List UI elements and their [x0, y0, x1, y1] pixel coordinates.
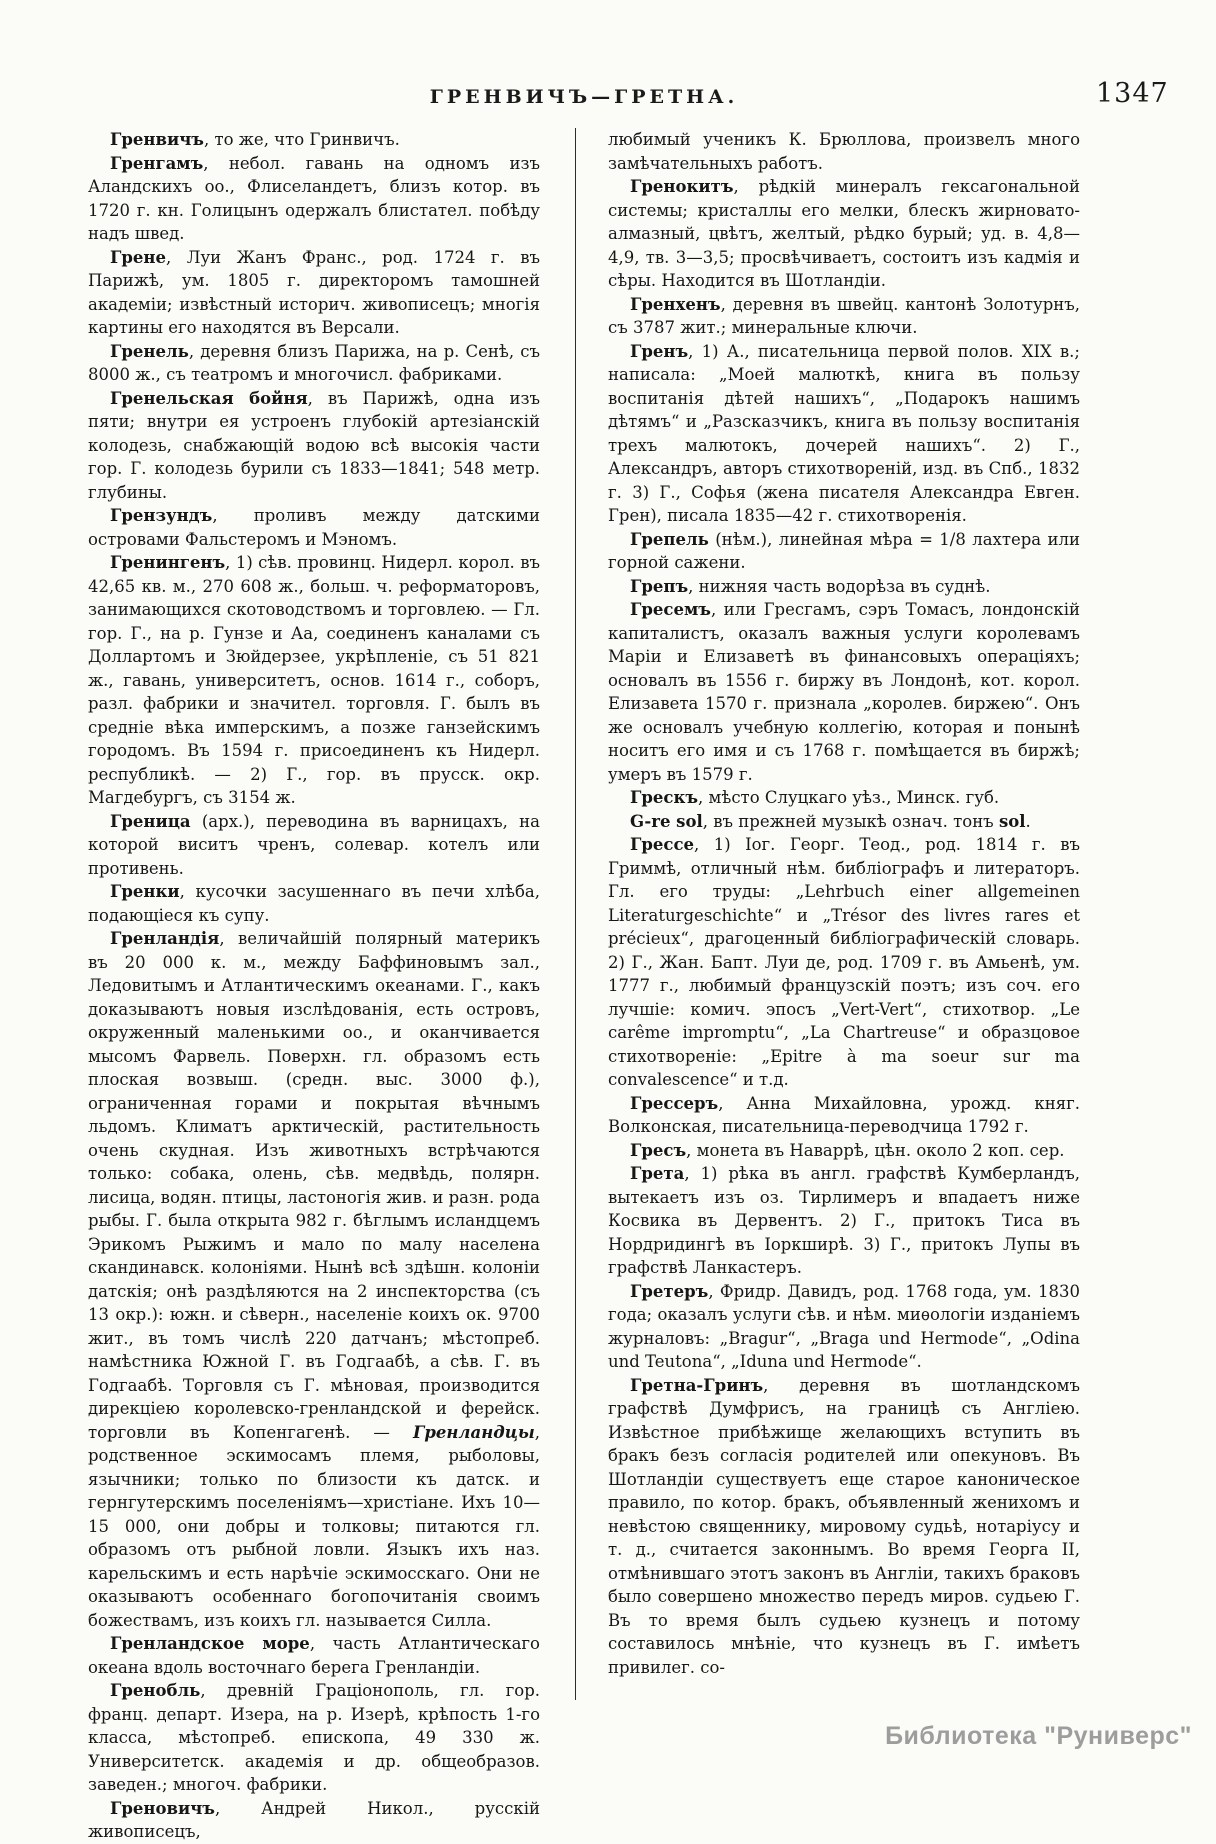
column-divider-rule [575, 128, 576, 1700]
dictionary-entry [88, 340, 540, 387]
entry-headword: Грескъ [630, 788, 699, 807]
entry-text: , деревня въ швейц. кантонѣ Золотурнъ, съ 3787 жит.; минеральные ключи. [608, 294, 1080, 337]
entry-headword: Гренландія [110, 929, 220, 948]
entry-text: , или Гресгамъ, сэръ Томасъ, лондонскій капиталистъ, оказалъ важныя услуги королевамъ Маріи и Елизаветѣ въ финансовыхъ операціяхъ; основалъ въ 1556 г. биржу въ Лондонѣ, кот. корол. Елизавета 1570 г. признала „королев. биржею“. Онъ же основалъ учебную коллегію, которая и понынѣ носитъ его имя и съ 1768 г. помѣщается въ биржѣ; умеръ въ 1579 г. [608, 600, 1080, 784]
dictionary-entry [608, 528, 1080, 575]
entry-headword: Грепель [630, 529, 709, 549]
entry-headword: Гренобль [110, 1681, 201, 1700]
entry-text: (нѣм.), линейная мѣра = 1/8 лахтера или горной сажени. [608, 529, 1080, 572]
entry-text: , кусочки засушеннаго въ печи хлѣба, подающіеся къ супу. [88, 882, 540, 925]
entry-headword: Гренхенъ [630, 294, 721, 314]
entry-text: , то же, что Гринвичъ. [203, 130, 400, 149]
entry-headword: Гренгамъ [110, 153, 204, 173]
entry-headword: Грензундъ [110, 506, 213, 525]
text-column-left [88, 128, 540, 1844]
entry-headword: Гретна-Гринъ [630, 1375, 764, 1395]
dictionary-entry [88, 1679, 540, 1797]
dictionary-entry [608, 598, 1080, 786]
entry-text: , 1) рѣка въ англ. графствѣ Кумберландъ, вытекаетъ изъ оз. Тирлимеръ и впадаетъ ниже Косвика въ Дервентъ. 2) Г., притокъ Тиса въ Нордридингѣ въ Іоркширѣ. 3) Г., притокъ Лупы въ графствѣ Ланкастеръ. [608, 1164, 1080, 1277]
entry-text: , Луи Жанъ Франс., род. 1724 г. въ Парижѣ, ум. 1805 г. директоромъ тамошней академіи; извѣстный историч. живописецъ; многія картины его находятся въ Версали. [88, 247, 540, 337]
entry-text: (арх.), переводина въ варницахъ, на которой виситъ чренъ, солевар. котелъ или противень. [88, 811, 540, 878]
entry-headword: Гресемъ [630, 600, 711, 619]
dictionary-entry [88, 128, 540, 152]
entry-text: , нижняя часть водорѣза въ суднѣ. [688, 576, 991, 596]
entry-headword: Грепъ [630, 576, 689, 596]
page-header-title: ГРЕНВИЧЪ—ГРЕТНА. [429, 86, 739, 108]
entry-headword: Гренландское море [110, 1634, 310, 1653]
entry-text: , рѣдкій минералъ гексагональной системы; кристаллы его мелки, блескъ жирновато-алмазный, цвѣтъ, желтый, рѣдко бурый; уд. в. 4,8—4,9, тв. 3—3,5; просвѣчиваетъ, состоитъ изъ кадмія и сѣры. Находится въ Шотландіи. [608, 177, 1080, 290]
dictionary-entry [608, 1374, 1080, 1680]
dictionary-entry [608, 1162, 1080, 1280]
entry-text: , деревня близъ Парижа, на р. Сенѣ, съ 8000 ж., съ театромъ и многочисл. фабриками. [88, 341, 540, 384]
entry-text: , родственное эскимосамъ племя, рыболовы, язычники; только по близости къ датск. и гернгутерскимъ поселеніямъ—христіане. Ихъ 10—15 000, они добры и толковы; питаются гл. образомъ отъ рыбной ловли. Языкъ ихъ наз. карельскимъ и есть нарѣчіе эскимосскаго. Они не оказываютъ особеннаго богопочитанія своимъ божествамъ, изъ коихъ гл. называется Силла. [88, 1422, 540, 1630]
dictionary-entry [88, 387, 540, 505]
dictionary-entry [88, 927, 540, 1632]
dictionary-entry [608, 575, 1080, 599]
entry-text: , величайшій полярный материкъ въ 20 000 к. м., между Баффиновымъ зал., Ледовитымъ и Атлантическимъ океанами. Г., какъ доказываютъ новыя изслѣдованія, есть островъ, окруженный маленькими оо., и оканчивается мысомъ Фарвель. Поверхн. гл. образомъ есть плоская возвыш. (средн. выс. 3000 ф.), ограниченная горами и покрытая вѣчнымъ льдомъ. Климатъ арктическій, растительность очень скудная. Изъ животныхъ встрѣчаются только: собака, олень, сѣв. медвѣдь, полярн. лисица, водян. птицы, ластоногія жив. и разн. рода рыбы. Г. была открыта 982 г. бѣглымъ исландцемъ Эрикомъ Рыжимъ и мало по малу населена скандинавск. колоніями. Нынѣ всѣ здѣшн. колоніи датскія; онѣ раздѣляются на 2 инспекторства (съ 13 окр.): южн. и сѣверн., населеніе коихъ ок. 9700 жит., въ томъ числѣ 220 датчанъ; мѣстопреб. намѣстника Южной Г. въ Годгаабѣ, а сѣв. Г. въ Годгаабѣ. Торговля съ Г. мѣновая, производится дирекціею королевско-гренландской и ферейск. торговли въ Копенгагенѣ. — [88, 929, 540, 1442]
dictionary-entry [88, 246, 540, 340]
entry-headword: G-re sol [630, 811, 703, 831]
entry-text: , монета въ Наваррѣ, цѣн. около 2 коп. сер. [686, 1140, 1065, 1160]
entry-subheadword: Гренландцы [412, 1422, 535, 1442]
dictionary-entry [608, 1139, 1080, 1163]
dictionary-entry [88, 152, 540, 246]
entry-headword: Гресъ [630, 1140, 687, 1160]
dictionary-entry [608, 833, 1080, 1092]
dictionary-entry [608, 175, 1080, 293]
entry-text: , Фридр. Давидъ, род. 1768 года, ум. 1830 года; оказалъ услуги сѣв. и нѣм. миѳологіи изданіемъ журналовъ: „Bragur“, „Braga und Hermode“, „Odina und Teutona“, „Iduna und Hermode“. [608, 1281, 1080, 1371]
entry-text: , въ Парижѣ, одна изъ пяти; внутри ея устроенъ глубокій артезіанскій колодезь, снабжающій водою всѣ высокія части гор. Г. колодезь бурили съ 1833—1841; 548 метр. глубины. [88, 388, 541, 502]
entry-headword: Грета [630, 1164, 685, 1183]
dictionary-entry [608, 1280, 1080, 1374]
page-number: 1347 [1096, 78, 1169, 109]
dictionary-entry [608, 340, 1080, 528]
entry-headword: Гренельская бойня [110, 388, 308, 408]
entry-text: , Анна Михайловна, урожд. княг. Волконская, писательница-переводчица 1792 г. [608, 1093, 1080, 1136]
entry-headword: Гренъ [630, 341, 689, 361]
entry-headword: Гренокитъ [630, 177, 734, 196]
entry-text: , 1) сѣв. провинц. Нидерл. корол. въ 42,65 кв. м., 270 608 ж., больш. ч. реформаторовъ, занимающихся скотоводствомъ и торговлею. — Гл. гор. Г., на р. Гунзе и Аа, соединенъ каналами съ Доллартомъ и Зюйдерзее, укрѣпленіе, съ 51 821 ж., гавань, университетъ, основ. 1614 г., соборъ, разл. фабрики и значител. торговля. Г. былъ въ средніе вѣка имперскимъ, а позже ганзейскимъ городомъ. Въ 1594 г. присоединенъ къ Нидерл. республикѣ. — 2) Г., гор. въ прусск. окр. Магдебургъ, съ 3154 ж. [88, 553, 540, 807]
dictionary-entry [608, 810, 1080, 834]
entry-text: , часть Атлантическаго океана вдоль восточнаго берега Гренландіи. [88, 1634, 540, 1677]
dictionary-entry [88, 880, 540, 927]
entry-headword: Грессе [630, 835, 695, 854]
entry-text: . [1025, 811, 1031, 831]
dictionary-entry [88, 504, 540, 551]
entry-text: , Андрей Никол., русскій живописецъ, [88, 1798, 540, 1841]
dictionary-entry [608, 293, 1080, 340]
entry-text: любимый ученикъ К. Брюллова, произвелъ много замѣчательныхъ работъ. [608, 130, 1080, 173]
entry-text: , 1) Іог. Георг. Теод., род. 1814 г. въ Гриммѣ, отличный нѣм. библіографъ и литераторъ. Гл. его труды: „Lehrbuch einer allgemeinen Literaturgeschichte“ и „Trésor des livres rares et précieux“, драгоценный библіографическій словарь. 2) Г., Жан. Бапт. Луи де, род. 1709 г. въ Амьенѣ, ум. 1777 г., любимый французскій поэтъ; изъ соч. его лучшіе: комич. эпосъ „Vert-Vert“, стихотвор. „Le carême impromptu“, „La Chartreuse“ и образцовое стихотвореніе: „Epitre à ma soeur sur ma convalescence“ и т.д. [608, 835, 1080, 1089]
library-watermark: Библиотека "Руниверс" [885, 1722, 1192, 1750]
entry-headword: Греновичъ [110, 1798, 215, 1818]
dictionary-entry [88, 1632, 540, 1679]
dictionary-entry [88, 1797, 540, 1844]
dictionary-entry [88, 810, 540, 881]
entry-text: , проливъ между датскими островами Фальстеромъ и Мэномъ. [88, 506, 540, 549]
dictionary-entry [88, 551, 540, 810]
dictionary-entry [608, 786, 1080, 810]
entry-text: , мѣсто Слуцкаго уѣз., Минск. губ. [698, 788, 1000, 807]
dictionary-entry [608, 1092, 1080, 1139]
entry-text: , въ прежней музыкѣ означ. тонъ [702, 811, 999, 831]
entry-headword: Гренель [110, 341, 189, 361]
entry-headword: Гренвичъ [110, 130, 204, 149]
entry-text: , 1) А., писательница первой полов. XIX в.; написала: „Моей малюткѣ, книга въ пользу воспитанія дѣтей нашихъ“, „Подарокъ нашимъ дѣтямъ“ и „Разсказчикъ, книга въ пользу воспитанія трехъ малютокъ, дочерей нашихъ“. 2) Г., Александръ, авторъ стихотвореній, изд. въ Спб., 1832 г. 3) Г., Софья (жена писателя Александра Евген. Грен), писала 1835—42 г. стихотворенія. [608, 341, 1080, 525]
entry-text: , небол. гавань на одномъ изъ Аландскихъ оо., Флиселандетъ, близъ котор. въ 1720 г. кн. Голицынъ одержалъ блистател. побѣду надъ швед. [88, 153, 540, 243]
entry-headword: sol [998, 811, 1026, 831]
text-column-right [608, 128, 1080, 1679]
entry-headword: Гретеръ [630, 1281, 709, 1301]
entry-headword: Гренингенъ [110, 553, 226, 572]
entry-headword: Грессеръ [630, 1093, 719, 1113]
entry-text: , деревня въ шотландскомъ графствѣ Думфрисъ, на границѣ съ Англіею. Извѣстное прибѣжище желающихъ вступить въ бракъ безъ согласія родителей или опекуновъ. Въ Шотландіи существуетъ еще старое каноническое правило, по котор. бракъ, объявленный женихомъ и невѣстою священнику, мировому судьѣ, нотаріусу и т. д., считается законнымъ. Во время Георга II, отмѣнившаго этотъ законъ въ Англіи, такихъ браковъ было совершено множество передъ миров. судьею Г. Въ то время былъ судьею кузнецъ и потому составилось мнѣніе, что кузнецъ въ Г. имѣетъ привилег. со- [608, 1375, 1080, 1677]
entry-text: , древній Граціонополь, гл. гор. франц. департ. Изера, на р. Изерѣ, крѣпость 1-го класса, мѣстопреб. епископа, 49 330 ж. Университетск. академія и др. общеобразов. заведен.; многоч. фабрики. [88, 1681, 540, 1794]
entry-headword: Гренки [110, 882, 180, 901]
entry-headword: Греница [110, 811, 191, 831]
entry-headword: Грене [110, 247, 167, 267]
dictionary-entry [608, 128, 1080, 175]
